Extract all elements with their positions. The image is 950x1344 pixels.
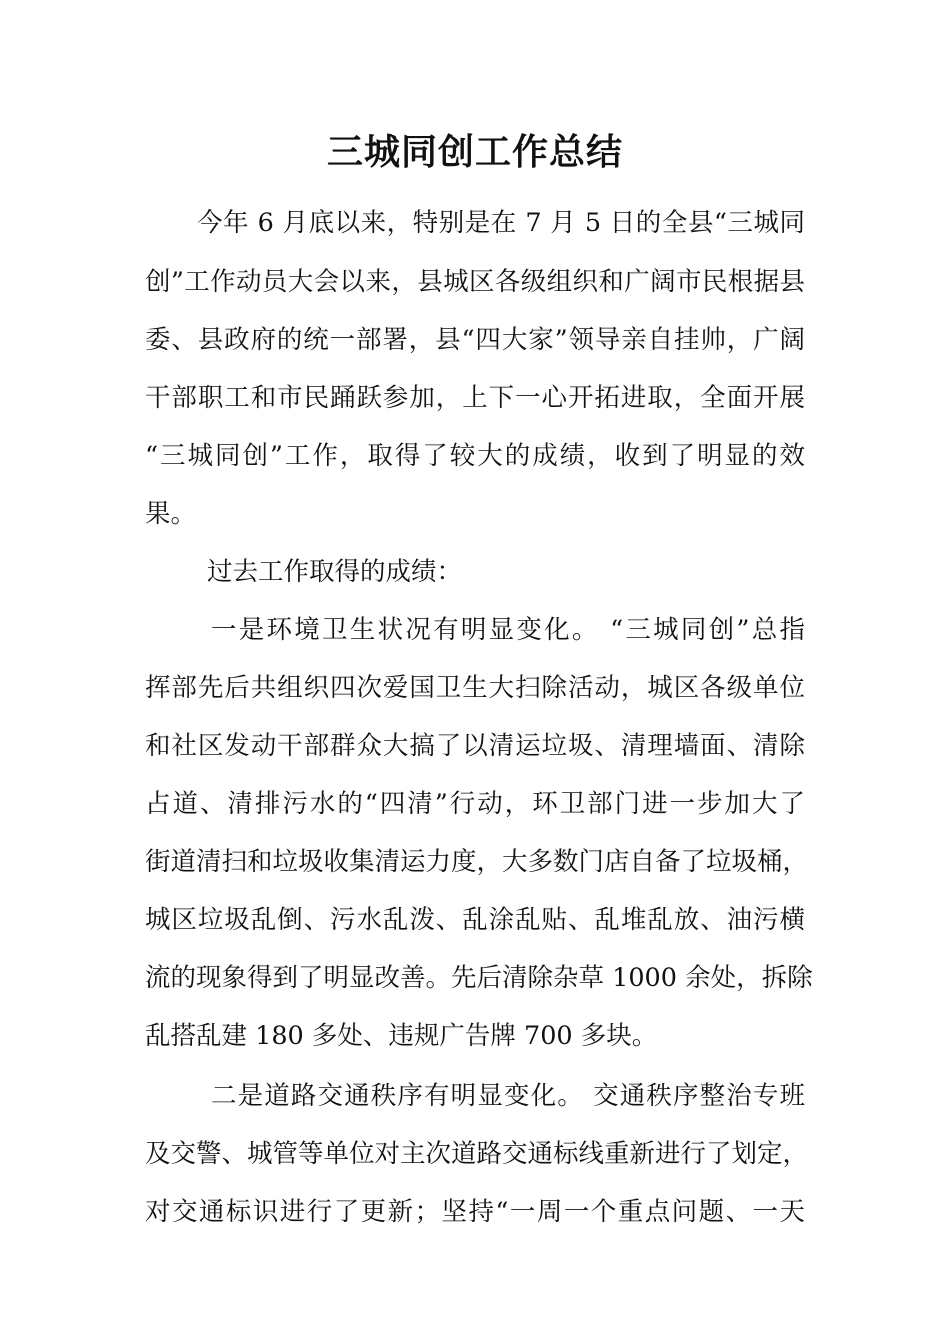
paragraph-line: 占道、清排污水的“四清”行动，环卫部门进一步加大了 xyxy=(145,789,805,819)
paragraph-line: 今年 6 月底以来，特别是在 7 月 5 日的全县“三城同 xyxy=(197,208,805,238)
paragraph-line: 创”工作动员大会以来，县城区各级组织和广阔市民根据县 xyxy=(145,267,805,297)
paragraph-line: 干部职工和市民踊跃参加，上下一心开拓进取，全面开展 xyxy=(145,383,805,413)
paragraph-line: 一是环境卫生状况有明显变化。 “三城同创”总指 xyxy=(211,615,805,645)
paragraph-line: 对交通标识进行了更新；坚持“一周一个重点问题、一天 xyxy=(145,1197,805,1227)
paragraph-line: 挥部先后共组织四次爱国卫生大扫除活动，城区各级单位 xyxy=(145,673,805,703)
paragraph-line: 及交警、城管等单位对主次道路交通标线重新进行了划定， xyxy=(145,1139,809,1169)
paragraph-line: 城区垃圾乱倒、污水乱泼、乱涂乱贴、乱堆乱放、油污横 xyxy=(145,905,805,935)
paragraph-line: 二是道路交通秩序有明显变化。 交通秩序整治专班 xyxy=(211,1081,805,1111)
paragraph-line: 流的现象得到了明显改善。先后清除杂草 1000 余处，拆除 xyxy=(145,963,813,993)
paragraph-line: “三城同创”工作，取得了较大的成绩，收到了明显的效 xyxy=(145,441,805,471)
section-heading: 过去工作取得的成绩： xyxy=(207,557,463,587)
paragraph-line: 和社区发动干部群众大搞了以清运垃圾、清理墙面、清除 xyxy=(145,731,805,761)
paragraph-line: 委、县政府的统一部署，县“四大家”领导亲自挂帅，广阔 xyxy=(145,325,805,355)
paragraph-line: 乱搭乱建 180 多处、违规广告牌 700 多块。 xyxy=(145,1021,658,1051)
paragraph-line: 果。 xyxy=(145,499,197,529)
document-title: 三城同创工作总结 xyxy=(326,132,623,173)
paragraph-line: 街道清扫和垃圾收集清运力度，大多数门店自备了垃圾桶， xyxy=(145,847,809,877)
